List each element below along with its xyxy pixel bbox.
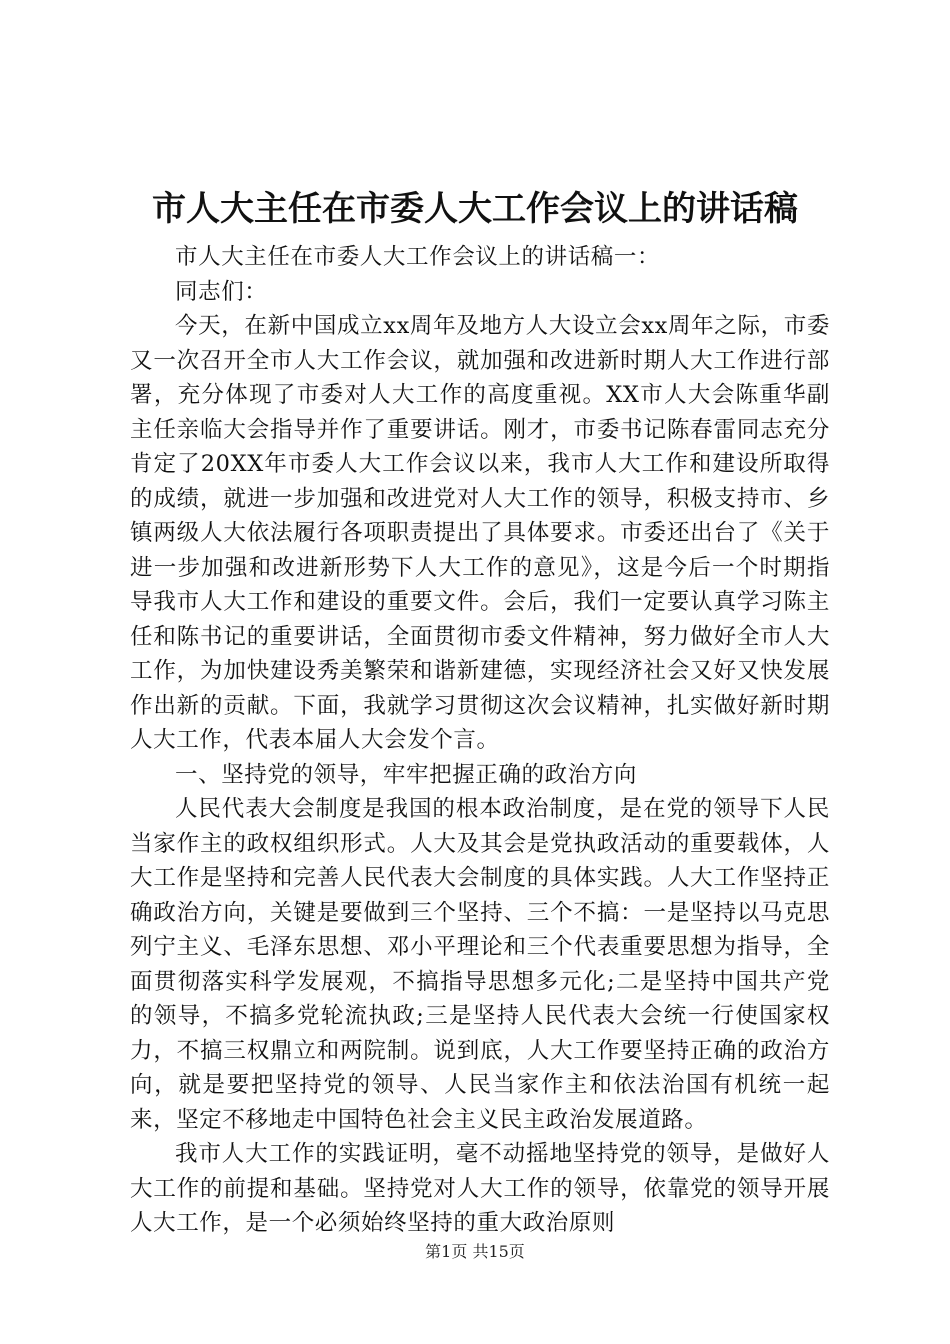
document-body: [130, 240, 830, 1241]
body-paragraph: 人民代表大会制度是我国的根本政治制度，是在党的领导下人民当家作主的政权组织形式。人大及其会是党执政活动的重要载体，人大工作是坚持和完善人民代表大会制度的具体实践。人大工作坚持正确政治方向，关键是要做到三个坚持、三个不搞：一是坚持以马克思列宁主义、毛泽东思想、邓小平理论和三个代表重要思想为指导，全面贯彻落实科学发展观，不搞指导思想多元化;二是坚持中国共产党的领导，不搞多党轮流执政;三是坚持人民代表大会统一行使国家权力，不搞三权鼎立和两院制。说到底，人大工作要坚持正确的政治方向，就是要把坚持党的领导、人民当家作主和依法治国有机统一起来，坚定不移地走中国特色社会主义民主政治发展道路。: [130, 796, 830, 1133]
subtitle-paragraph: 市人大主任在市委人大工作会议上的讲话稿一：: [175, 244, 661, 270]
document-title: 市人大主任在市委人大工作会议上的讲话稿: [152, 189, 798, 229]
body-paragraph: 今天，在新中国成立xx周年及地方人大设立会xx周年之际，市委又一次召开全市人大工作会议，就加强和改进新时期人大工作进行部署，充分体现了市委对人大工作的高度重视。XX市人大会陈重华副主任亲临大会指导并作了重要讲话。刚才，市委书记陈春雷同志充分肯定了20XX年市委人大工作会议以来，我市人大工作和建设所取得的成绩，就进一步加强和改进党对人大工作的领导，积极支持市、乡镇两级人大依法履行各项职责提出了具体要求。市委还出台了《关于进一步加强和改进新形势下人大工作的意见》，这是今后一个时期指导我市人大工作和建设的重要文件。会后，我们一定要认真学习陈主任和陈书记的重要讲话，全面贯彻市委文件精神，努力做好全市人大工作，为加快建设秀美繁荣和谐新建德，实现经济社会又好又快发展作出新的贡献。下面，我就学习贯彻这次会议精神，扎实做好新时期人大工作，代表本届人大会发个言。: [130, 313, 830, 753]
salutation-paragraph: 同志们：: [175, 278, 268, 305]
section-heading: 一、坚持党的领导，牢牢把握正确的政治方向: [175, 761, 638, 788]
page-number-footer: 第1页 共15页: [425, 1242, 525, 1261]
body-paragraph: 我市人大工作的实践证明，毫不动摇地坚持党的领导，是做好人大工作的前提和基础。坚持党对人大工作的领导，依靠党的领导开展人大工作，是一个必须始终坚持的重大政治原则: [130, 1141, 830, 1236]
